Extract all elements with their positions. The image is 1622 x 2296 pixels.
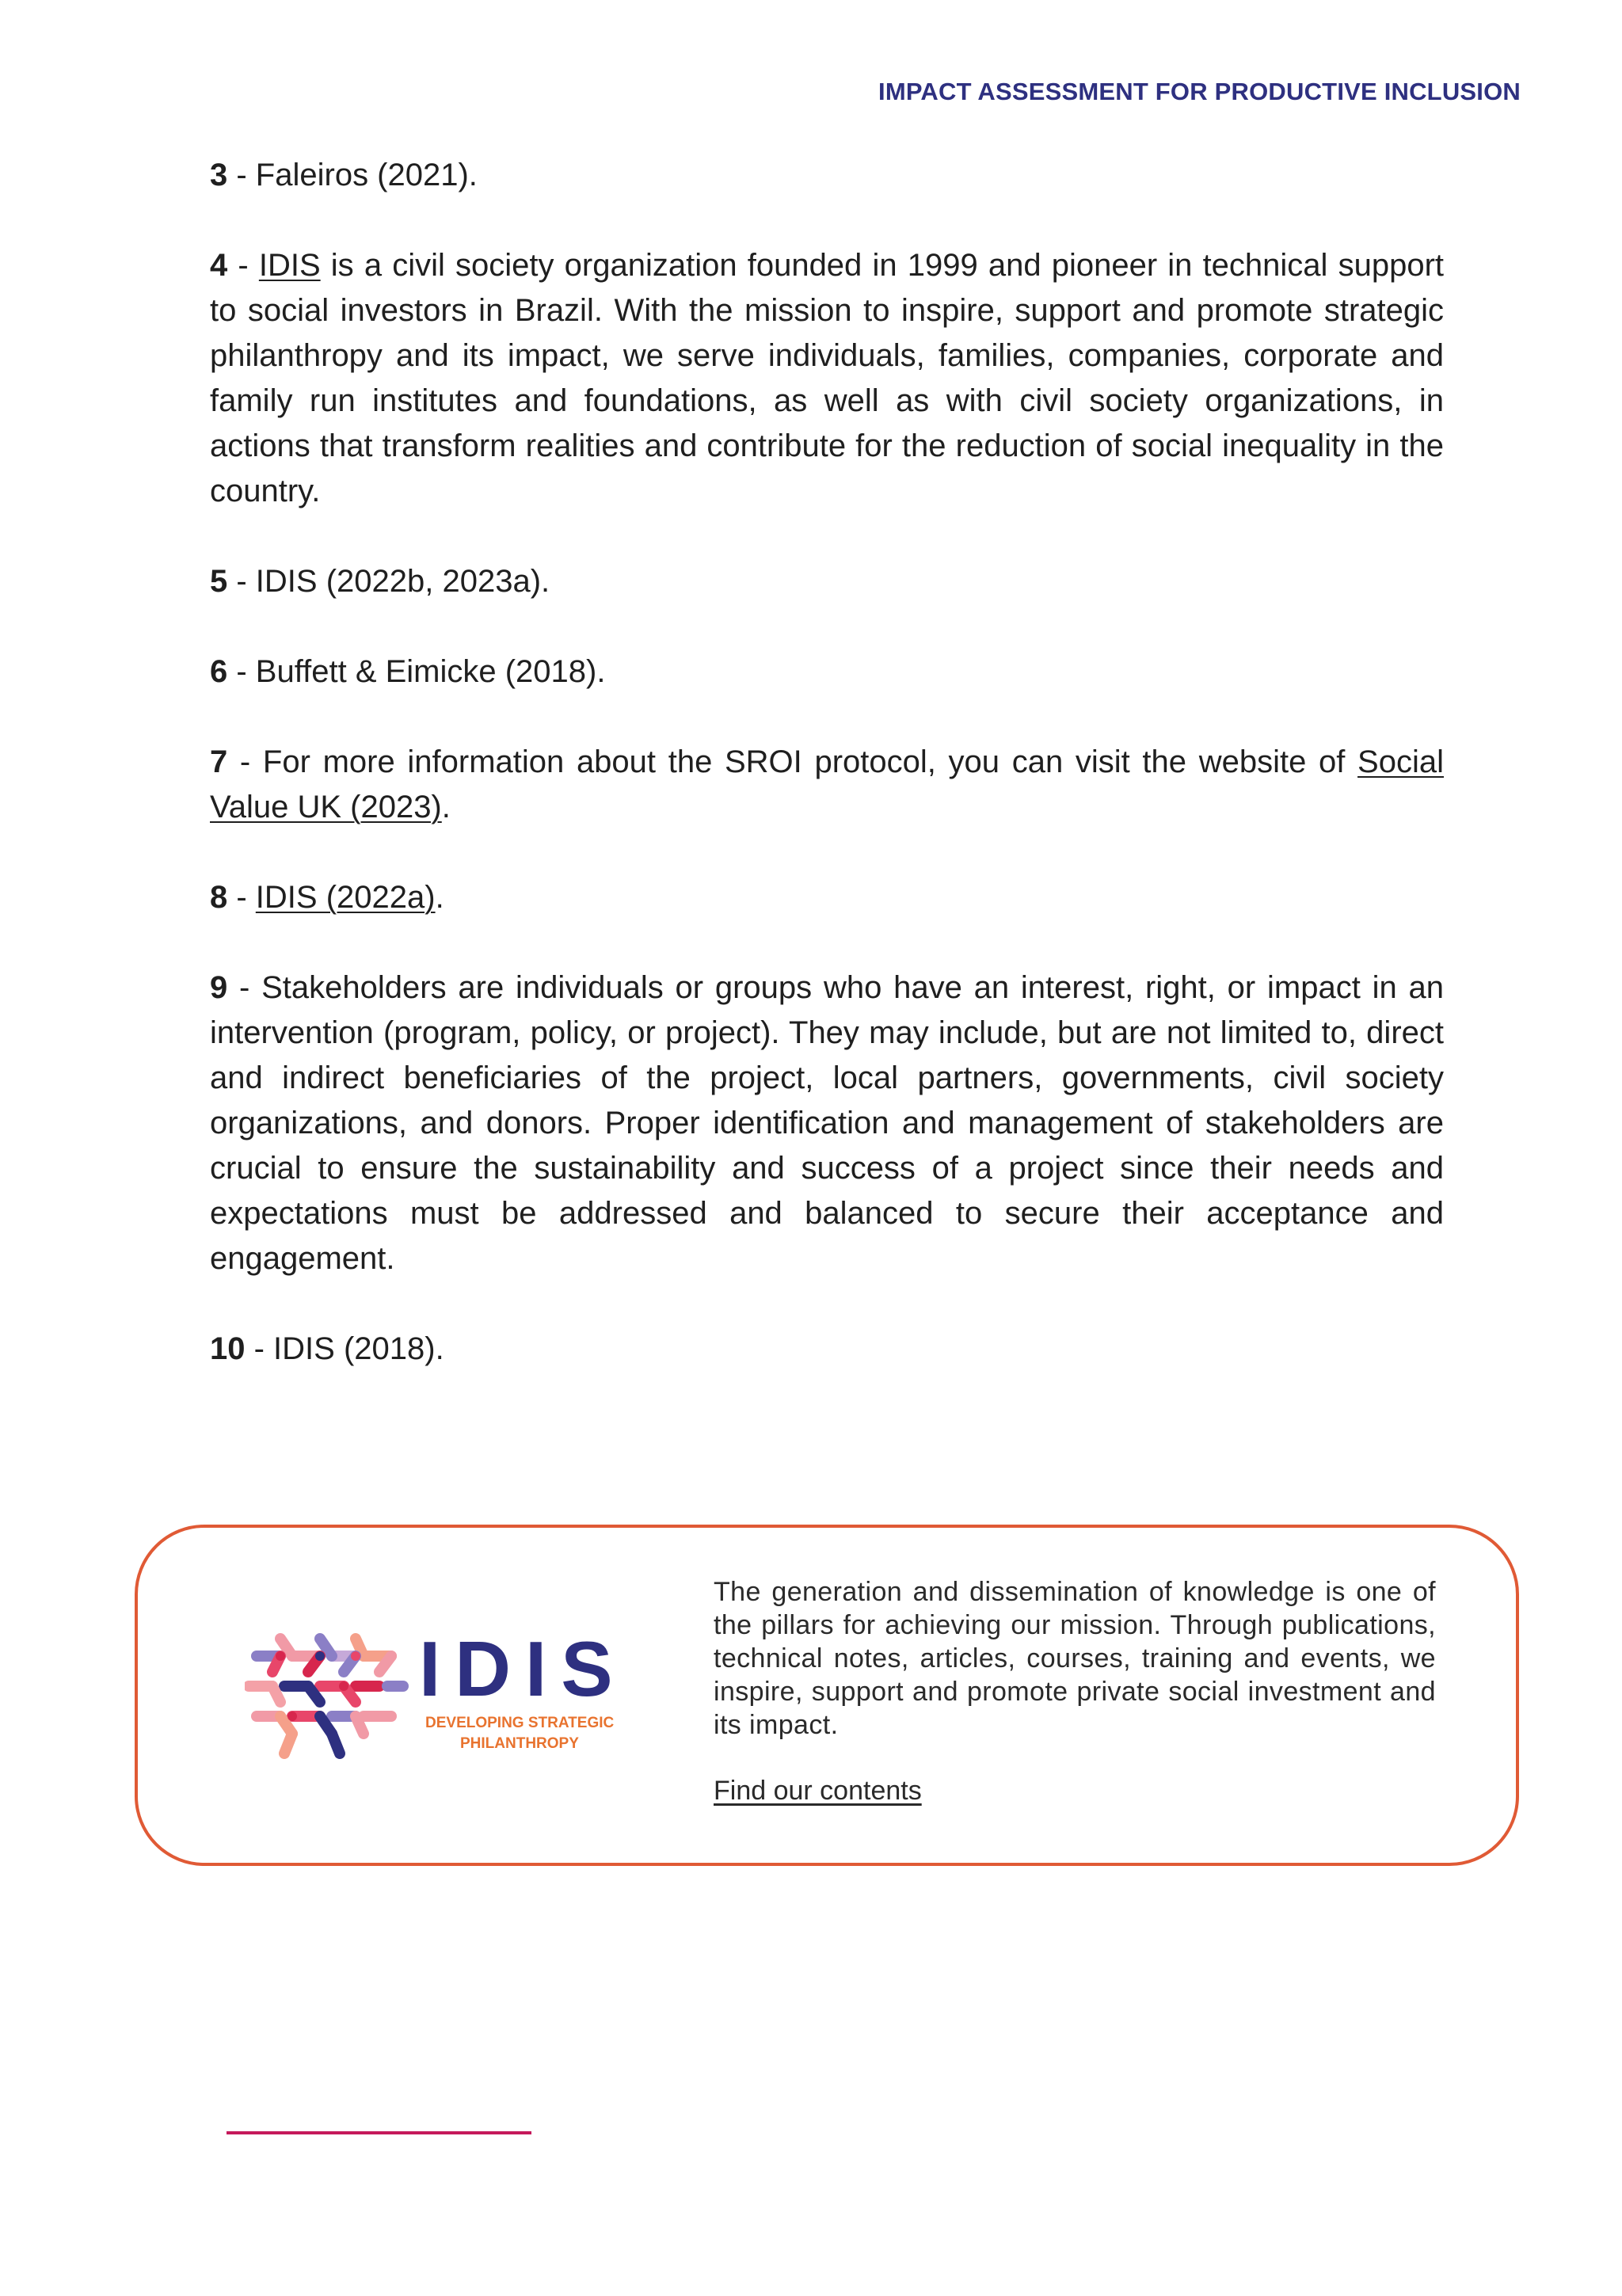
running-header: IMPACT ASSESSMENT FOR PRODUCTIVE INCLUSION [878, 78, 1521, 105]
footnote-number: 3 [210, 158, 228, 192]
footnote-number: 5 [210, 564, 228, 599]
footnote-text: - Faleiros (2021). [227, 158, 478, 192]
idis-link[interactable]: IDIS [258, 248, 321, 283]
idis-info-box [135, 1525, 1519, 1866]
footnote-5 [210, 559, 1444, 604]
idis-2022a-link[interactable]: IDIS (2022a) [255, 880, 436, 915]
logo-wordmark: IDIS [419, 1625, 627, 1712]
footnote-3 [210, 153, 1444, 198]
footnote-number: 7 [210, 744, 228, 779]
footnote-text: - [227, 880, 256, 915]
footnote-text: is a civil society organization founded in 1999 and pioneer in technical support to social investors in Brazil. With the mission to inspire, support and promote strategic philanthropy and its impact, we serve individuals, families, companies, corporate and family run institutes and foundations, as well as with civil society organizations, in actions that transform realities and contribute for the reduction of social inequality in the country. [210, 248, 1445, 508]
idis-logo [245, 1607, 641, 1765]
footnote-text: . [441, 790, 451, 824]
footnote-4 [210, 243, 1444, 514]
find-contents-link[interactable]: Find our contents [714, 1776, 922, 1806]
box-description: The generation and dissemination of knowledge is one of the pillars for achieving our mission. Through publications, technical notes, articles, courses, training and events, we inspire, support and promote private social investment and its impact. [714, 1577, 1436, 1740]
footnote-8 [210, 875, 1444, 920]
footnote-number: 8 [210, 880, 228, 915]
footnote-number: 9 [210, 970, 228, 1005]
footnote-divider [227, 2131, 531, 2134]
footnote-6 [210, 649, 1444, 695]
footnotes-list [210, 153, 1444, 1417]
logo-tagline-line2: PHILANTHROPY [460, 1735, 579, 1752]
social-value-uk-link[interactable]: Social Value UK (2023) [210, 744, 1444, 824]
footnote-number: 4 [210, 248, 228, 283]
hexagon-pattern-icon [249, 1639, 403, 1753]
footnote-text: - [227, 248, 259, 283]
footnote-text: . [435, 880, 444, 915]
footnote-text: - IDIS (2018). [245, 1331, 444, 1366]
footnote-number: 6 [210, 654, 228, 689]
logo-tagline-line1: DEVELOPING STRATEGIC [425, 1715, 615, 1731]
footnote-text: - Stakeholders are individuals or groups who have an interest, right, or impact in an intervention (program, policy, or project). They may include, but are not limited to, direct and indirect beneficiaries of the project, local partners, governments, civil society organizations, and donors. Proper identification and management of stakeholders are crucial to ensure the sustainability and success of a project since their needs and expectations must be addressed and balanced to secure their acceptance and engagement. [210, 970, 1444, 1276]
footnote-text: - Buffett & Eimicke (2018). [227, 654, 606, 689]
footnote-10 [210, 1327, 1444, 1372]
footnote-7 [210, 740, 1444, 830]
footnote-number: 10 [210, 1331, 246, 1366]
footnote-9 [210, 965, 1444, 1281]
footnote-text: - IDIS (2022b, 2023a). [227, 564, 550, 599]
footnote-text: - For more information about the SROI protocol, you can visit the website of [227, 744, 1358, 779]
